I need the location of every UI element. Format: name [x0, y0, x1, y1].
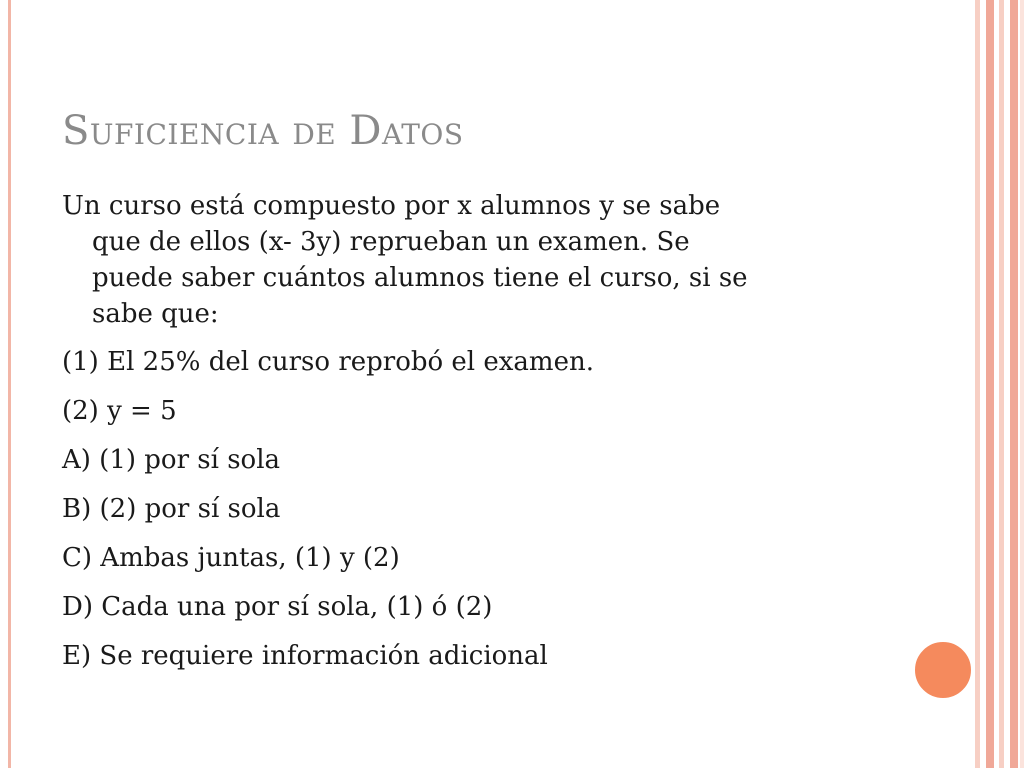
decor-stripe [1020, 0, 1024, 768]
option-b: B) (2) por sí sola [62, 494, 281, 524]
left-border-line [8, 0, 11, 768]
decor-stripe [986, 0, 994, 768]
intro-line: sabe que: [92, 299, 219, 329]
intro-line: que de ellos (x- 3y) reprueban un examen. Se [92, 227, 690, 257]
decor-stripe [975, 0, 980, 768]
option-d: D) Cada una por sí sola, (1) ó (2) [62, 592, 493, 622]
option-a: A) (1) por sí sola [62, 445, 281, 475]
statement-1: (1) El 25% del curso reprobó el examen. [62, 347, 594, 377]
decor-stripe [999, 0, 1004, 768]
decor-stripe [1010, 0, 1018, 768]
statement-2: (2) y = 5 [62, 396, 177, 426]
decor-circle [912, 639, 974, 701]
slide-title: Suficiencia de Datos [62, 108, 464, 154]
intro-line: Un curso está compuesto por x alumnos y se sabe [62, 191, 721, 221]
intro-line: puede saber cuántos alumnos tiene el curso, si se [92, 263, 748, 293]
slide-body [62, 188, 892, 674]
option-e: E) Se requiere información adicional [62, 641, 548, 671]
option-c: C) Ambas juntas, (1) y (2) [62, 543, 400, 573]
